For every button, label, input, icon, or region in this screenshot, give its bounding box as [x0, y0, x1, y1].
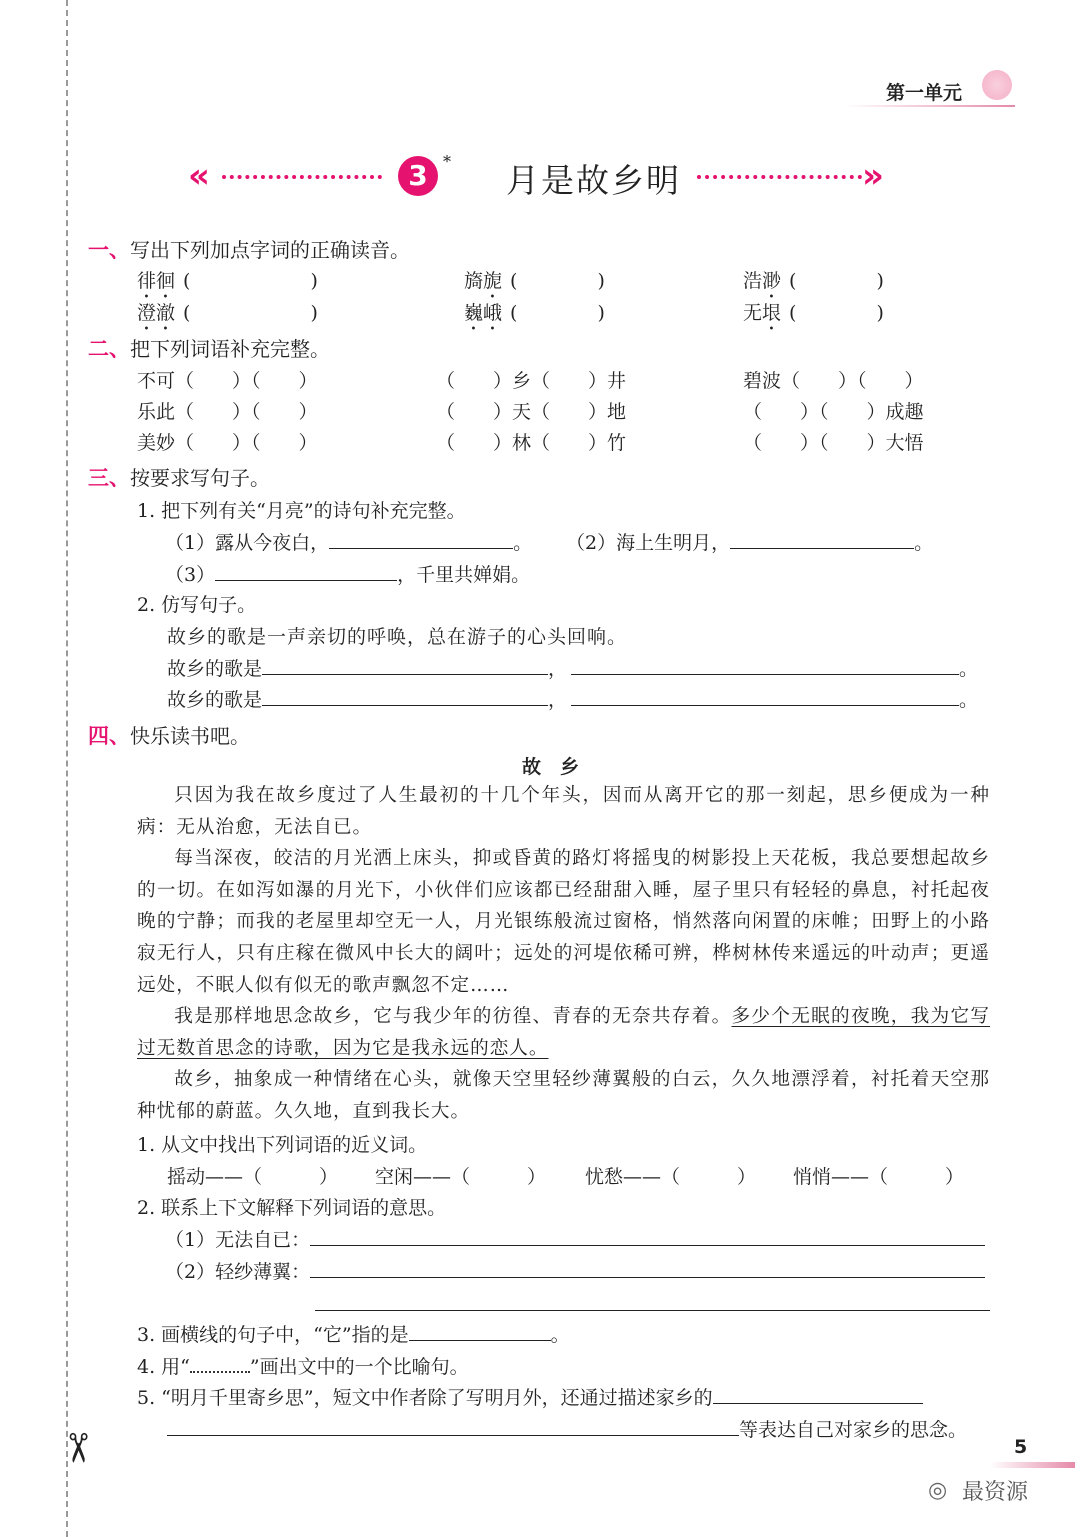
answer-blank[interactable]: [310, 1227, 985, 1246]
s2-cell: 美妙（ ）（ ）: [137, 432, 318, 454]
section-3-heading: [88, 462, 270, 492]
answer-blank[interactable]: [262, 656, 548, 675]
wechat-icon: ◎: [928, 1478, 948, 1503]
s4-q4: 4. 用“ ”画出文中的一个比喻句。: [137, 1356, 469, 1378]
watermark: 最资源: [962, 1480, 1029, 1505]
cut-line: [66, 0, 68, 1537]
s3-imitate-1: 故乡的歌是 ， 。: [167, 658, 979, 680]
section-label: 按要求写句子。: [130, 466, 270, 490]
s3-example: 故乡的歌是一声亲切的呼唤，总在游子的心头回响。: [167, 626, 628, 648]
page-bar: [990, 1462, 1075, 1468]
s2-cell: 碧波（ ）（ ）: [743, 370, 924, 392]
s4-q5-cont: 等表达自己对家乡的思念。: [167, 1415, 967, 1442]
answer-blank[interactable]: [713, 1385, 923, 1404]
right-chevron-icon: »: [862, 156, 884, 196]
s3-q1a: （1）露从今夜白， 。: [165, 532, 533, 554]
section-2-heading: [88, 333, 330, 363]
s3-imitate-2: 故乡的歌是 ， 。: [167, 689, 979, 711]
story-paragraph-1: 只因为我在故乡度过了人生最初的十几个年头，因而从离开它的那一刻起，思乡便成为一种病：无从治愈，无法自已。: [137, 785, 990, 838]
story-paragraph-2: 每当深夜，皎洁的月光洒上床头，抑或昏黄的路灯将摇曳的树影投上天花板，我总要想起故乡的一切。在如泻如瀑的月光下，小伙伴们应该都已经甜甜入睡，屋子里只有轻轻的鼻息，衬托起夜晚的宁静；而我的老屋里却空无一人，月光银练般流过窗格，悄然落向闲置的床帷；田野上的小路寂无行人，只有庄稼在微风中长大的阔叶；远处的河堤依稀可辨，桦树林传来遥远的叶动声；更遥远处，不眠人似有似无的歌声飘忽不定……: [137, 848, 990, 996]
s3-q1c: （3） ，千里共婵娟。: [165, 564, 531, 586]
section-number: 二、: [88, 337, 130, 361]
s2-cell: （ ）天（ ）地: [436, 401, 627, 423]
section-label: 把下列词语补充完整。: [130, 337, 330, 361]
answer-blank[interactable]: [167, 1417, 739, 1436]
answer-blank[interactable]: [730, 530, 914, 549]
answer-blank[interactable]: [215, 562, 397, 581]
left-chevron-icon: «: [188, 156, 210, 196]
answer-line[interactable]: [315, 1310, 990, 1311]
s1-item-2: 旖旎 ( ): [464, 270, 605, 292]
story-title: 故 乡: [522, 756, 580, 778]
lesson-star: *: [443, 152, 451, 171]
s4-syn-3: 忧愁——（ ）: [585, 1166, 757, 1188]
s3-q1b: （2）海上生明月， 。: [566, 532, 934, 554]
s4-q3: 3. 画横线的句子中，“它”指的是 。: [137, 1324, 570, 1346]
s2-cell: （ ）（ ）成趣: [743, 401, 924, 423]
s1-item-3: 浩渺 ( ): [743, 270, 884, 292]
answer-blank[interactable]: [571, 687, 959, 706]
section-number: 三、: [88, 466, 130, 490]
s4-q1: 1. 从文中找出下列词语的近义词。: [137, 1134, 428, 1156]
answer-blank[interactable]: [409, 1322, 551, 1341]
section-label: 快乐读书吧。: [130, 724, 250, 748]
s2-cell: 乐此（ ）（ ）: [137, 401, 318, 423]
s4-q2b: （2）轻纱薄翼：: [165, 1257, 985, 1284]
unit-underline: [845, 105, 1015, 107]
s4-syn-1: 摇动——（ ）: [167, 1166, 339, 1188]
underlined-sentence: 多少个无眠的夜晚，我为它写过无数首思念的诗歌，因为它是我永远的恋人。: [137, 1006, 990, 1059]
left-dots: [222, 175, 382, 179]
answer-blank[interactable]: [571, 656, 959, 675]
section-number: 四、: [88, 724, 130, 748]
s1-item-5: 巍峨 ( ): [464, 302, 605, 324]
s3-q1: 1. 把下列有关“月亮”的诗句补充完整。: [137, 500, 466, 522]
story-paragraph-3: 我是那样地思念故乡，它与我少年的彷徨、青春的无奈共存着。多少个无眠的夜晚，我为它写过无数首思念的诗歌，因为它是我永远的恋人。: [137, 1006, 990, 1059]
wavy-line-icon: [190, 1355, 250, 1373]
s3-q2: 2. 仿写句子。: [137, 594, 257, 616]
section-number: 一、: [88, 238, 130, 262]
section-4-heading: [88, 720, 250, 750]
section-label: 写出下列加点字词的正确读音。: [130, 238, 410, 262]
s4-syn-2: 空闲——（ ）: [375, 1166, 547, 1188]
answer-blank[interactable]: [262, 687, 548, 706]
right-dots: [697, 175, 862, 179]
flower-icon: [982, 70, 1012, 100]
s4-q5: 5. “明月千里寄乡思”，短文中作者除了写明月外，还通过描述家乡的: [137, 1383, 923, 1410]
answer-blank[interactable]: [310, 1259, 985, 1278]
section-1-heading: [88, 234, 410, 264]
lesson-number: 3: [398, 156, 438, 196]
s1-item-4: 澄澈 ( ): [137, 302, 318, 324]
s4-syn-4: 悄悄——（ ）: [793, 1166, 965, 1188]
answer-blank[interactable]: [329, 530, 513, 549]
s4-q2: 2. 联系上下文解释下列词语的意思。: [137, 1197, 447, 1219]
s2-cell: （ ）乡（ ）井: [436, 370, 627, 392]
unit-label: 第一单元: [886, 82, 963, 104]
page-number: 5: [1014, 1436, 1028, 1458]
s4-q2a: （1）无法自已：: [165, 1225, 985, 1252]
scissors-icon: ✂: [53, 1431, 100, 1465]
story-paragraph-4: 故乡，抽象成一种情绪在心头，就像天空里轻纱薄翼般的白云，久久地漂浮着，衬托着天空那种忧郁的蔚蓝。久久地，直到我长大。: [137, 1069, 990, 1122]
s1-item-1: 徘徊 ( ): [137, 270, 318, 292]
s2-cell: 不可（ ）（ ）: [137, 370, 318, 392]
s2-cell: （ ）（ ）大悟: [743, 432, 924, 454]
lesson-title: 月是故乡明: [506, 161, 681, 200]
s2-cell: （ ）林（ ）竹: [436, 432, 627, 454]
s1-item-6: 无垠 ( ): [743, 302, 884, 324]
